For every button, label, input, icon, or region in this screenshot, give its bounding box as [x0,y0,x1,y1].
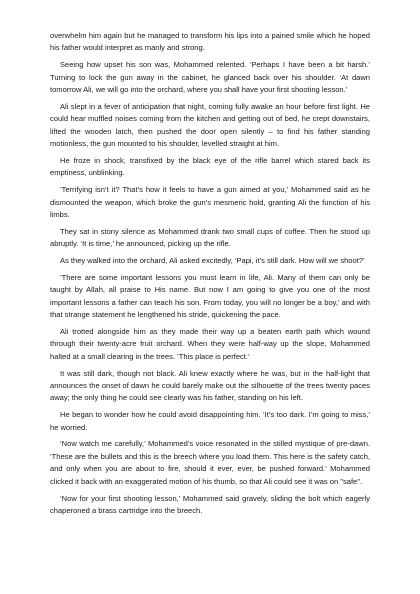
paragraph: overwhelm him again but he managed to transform his lips into a pained smile which he hoped his father would interpret as manly and strong. [50,31,370,53]
paragraph: He began to wonder how he could avoid disappointing him. ‘It’s too dark. I’m going to miss,’ he worried. [50,410,370,432]
paragraph: As they walked into the orchard, Ali asked excitedly, ‘Papi, it’s still dark. How will we shoot?’ [60,256,365,266]
paragraph: ‘Now watch me carefully,’ Mohammed’s voice resonated in the stilled mystique of pre-dawn. ‘These are the bullets and this is the breech where you load them. This here is the safety catch, and only when you are about to fire, should it ever, ever, be pushed forward.’ Mohammed clicked it back with an exaggerated motion of his thumb, so that Ali could see it was on "safe". [50,439,370,486]
paragraph: Ali slept in a fever of anticipation that night, coming fully awake an hour before first light. He could hear muffled noises coming from the kitchen and getting out of bed, he crept downstairs, lifted the wooden latch, then pushed the door open silently – to find his father standing motionless, the gun mounted to his shoulder, levelled straight at him. [50,101,370,149]
paragraph: Ali trotted alongside him as they made their way up a beaten earth path which wound through their twenty-acre fruit orchard. When they were half-way up the slope, Mohammed halted at a small clearing in the trees. ‘This place is perfect.’ [50,326,370,361]
paragraph: ‘Now for your first shooting lesson,’ Mohammed said gravely, sliding the bolt which eagerly chaperoned a brass cartridge into the breech. [50,493,370,515]
paragraph: They sat in stony silence as Mohammed drank two small cups of coffee. Then he stood up abruptly. ‘It is time,’ he announced, picking up the rifle. [50,226,370,249]
paragraph: ‘Terrifying isn’t it? That’s how it feels to have a gun aimed at you,’ Mohammed said as he dismounted the weapon, which broke the gun’s mesmeric hold, granting Ali the function of his limbs. [50,185,370,220]
paragraph: He froze in shock, transfixed by the black eye of the rifle barrel which stared back its emptiness, unblinking. [50,155,370,178]
paragraph: ‘There are some important lessons you must learn in life, Ali. Many of them can only be taught by Allah, all praise to His name. But now I am going to give you one of the most important lessons a father can teach his son. From today, you will no longer be a boy,’ and with that strange statement he lengthened his stride, quickening the pace. [50,272,370,320]
paragraph: It was still dark, though not black. Ali knew exactly where he was, but in the half-light that announces the onset of dawn he could barely make out the silhouette of the trees twenty paces away; the only thing he could see clearly was his father, standing on his left. [50,368,370,403]
paragraph: Seeing how upset his son was, Mohammed relented. ‘Perhaps I have been a bit harsh.’ Turning to lock the gun away in the cabinet, he glanced back over his shoulder. ‘At dawn tomorrow Ali, we will go into the orchard, where you shall have your first shooting lesson.’ [50,60,370,95]
